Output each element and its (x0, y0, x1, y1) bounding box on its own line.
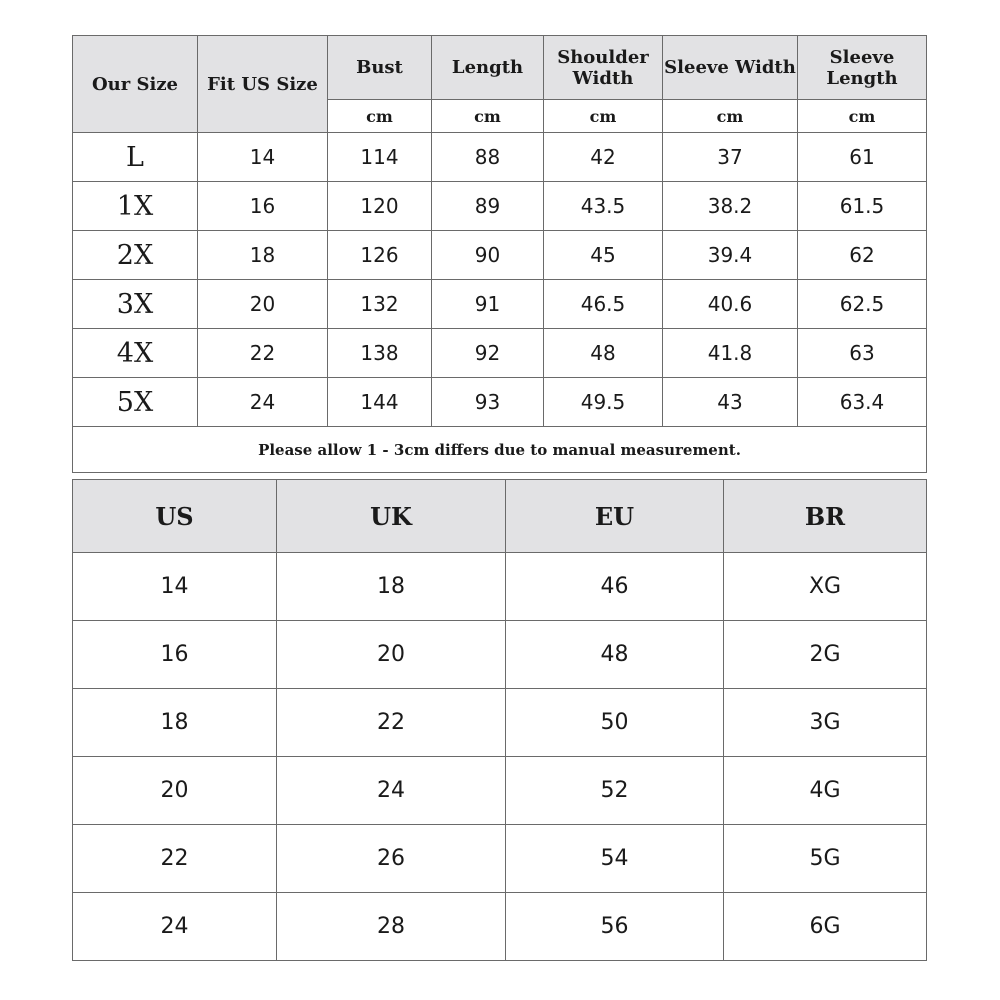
table-row (73, 378, 927, 427)
eu-cell: 56 (506, 893, 724, 961)
header-br: BR (724, 480, 927, 553)
br-cell: 5G (724, 825, 927, 893)
conversion-header-row (73, 480, 927, 553)
uk-cell: 28 (277, 893, 506, 961)
eu-cell: 54 (506, 825, 724, 893)
eu-cell: 50 (506, 689, 724, 757)
shoulder-width-cell: 43.5 (544, 182, 663, 231)
sleeve-width-cell: 39.4 (663, 231, 798, 280)
our-size-cell: 5X (73, 378, 198, 427)
eu-cell: 48 (506, 621, 724, 689)
length-cell: 90 (432, 231, 544, 280)
sleeve-width-cell: 41.8 (663, 329, 798, 378)
length-cell: 88 (432, 133, 544, 182)
header-uk: UK (277, 480, 506, 553)
shoulder-width-cell: 42 (544, 133, 663, 182)
us-cell: 24 (73, 893, 277, 961)
table-row (73, 280, 927, 329)
our-size-cell: 1X (73, 182, 198, 231)
sleeve-length-cell: 61.5 (798, 182, 927, 231)
br-cell: XG (724, 553, 927, 621)
us-cell: 16 (73, 621, 277, 689)
fit-us-size-cell: 24 (198, 378, 328, 427)
us-cell: 22 (73, 825, 277, 893)
uk-cell: 24 (277, 757, 506, 825)
bust-cell: 120 (328, 182, 432, 231)
header-shoulder-width: Shoulder Width (544, 36, 663, 100)
br-cell: 2G (724, 621, 927, 689)
size-chart-header-row (73, 36, 927, 100)
sleeve-length-cell: 63 (798, 329, 927, 378)
br-cell: 6G (724, 893, 927, 961)
uk-cell: 18 (277, 553, 506, 621)
our-size-cell: L (73, 133, 198, 182)
unit-shoulder-width: cm (544, 100, 663, 133)
sleeve-width-cell: 37 (663, 133, 798, 182)
unit-sleeve-length: cm (798, 100, 927, 133)
length-cell: 89 (432, 182, 544, 231)
fit-us-size-cell: 18 (198, 231, 328, 280)
header-our-size: Our Size (73, 36, 198, 133)
size-chart-table (72, 35, 927, 473)
table-row (73, 231, 927, 280)
table-row (73, 689, 927, 757)
bust-cell: 138 (328, 329, 432, 378)
bust-cell: 126 (328, 231, 432, 280)
sleeve-length-cell: 62.5 (798, 280, 927, 329)
table-row (73, 757, 927, 825)
header-sleeve-width: Sleeve Width (663, 36, 798, 100)
header-length: Length (432, 36, 544, 100)
eu-cell: 52 (506, 757, 724, 825)
br-cell: 3G (724, 689, 927, 757)
table-row (73, 825, 927, 893)
uk-cell: 22 (277, 689, 506, 757)
our-size-cell: 2X (73, 231, 198, 280)
us-cell: 18 (73, 689, 277, 757)
header-fit-us-size: Fit US Size (198, 36, 328, 133)
uk-cell: 20 (277, 621, 506, 689)
header-us: US (73, 480, 277, 553)
bust-cell: 144 (328, 378, 432, 427)
table-row (73, 329, 927, 378)
header-eu: EU (506, 480, 724, 553)
sleeve-length-cell: 62 (798, 231, 927, 280)
header-sleeve-length: Sleeve Length (798, 36, 927, 100)
shoulder-width-cell: 49.5 (544, 378, 663, 427)
unit-bust: cm (328, 100, 432, 133)
length-cell: 93 (432, 378, 544, 427)
our-size-cell: 3X (73, 280, 198, 329)
table-row (73, 182, 927, 231)
sleeve-length-cell: 61 (798, 133, 927, 182)
fit-us-size-cell: 16 (198, 182, 328, 231)
conversion-chart-table (72, 479, 927, 961)
our-size-cell: 4X (73, 329, 198, 378)
fit-us-size-cell: 20 (198, 280, 328, 329)
table-row (73, 893, 927, 961)
length-cell: 91 (432, 280, 544, 329)
sleeve-width-cell: 38.2 (663, 182, 798, 231)
unit-sleeve-width: cm (663, 100, 798, 133)
eu-cell: 46 (506, 553, 724, 621)
measurement-note: Please allow 1 - 3cm differs due to manual measurement. (73, 427, 927, 473)
shoulder-width-cell: 45 (544, 231, 663, 280)
bust-cell: 114 (328, 133, 432, 182)
length-cell: 92 (432, 329, 544, 378)
us-cell: 20 (73, 757, 277, 825)
uk-cell: 26 (277, 825, 506, 893)
table-row (73, 621, 927, 689)
header-bust: Bust (328, 36, 432, 100)
sleeve-length-cell: 63.4 (798, 378, 927, 427)
shoulder-width-cell: 48 (544, 329, 663, 378)
fit-us-size-cell: 14 (198, 133, 328, 182)
shoulder-width-cell: 46.5 (544, 280, 663, 329)
us-cell: 14 (73, 553, 277, 621)
bust-cell: 132 (328, 280, 432, 329)
unit-length: cm (432, 100, 544, 133)
br-cell: 4G (724, 757, 927, 825)
sleeve-width-cell: 43 (663, 378, 798, 427)
size-chart-note-row (73, 427, 927, 473)
table-row (73, 133, 927, 182)
fit-us-size-cell: 22 (198, 329, 328, 378)
sleeve-width-cell: 40.6 (663, 280, 798, 329)
table-row (73, 553, 927, 621)
